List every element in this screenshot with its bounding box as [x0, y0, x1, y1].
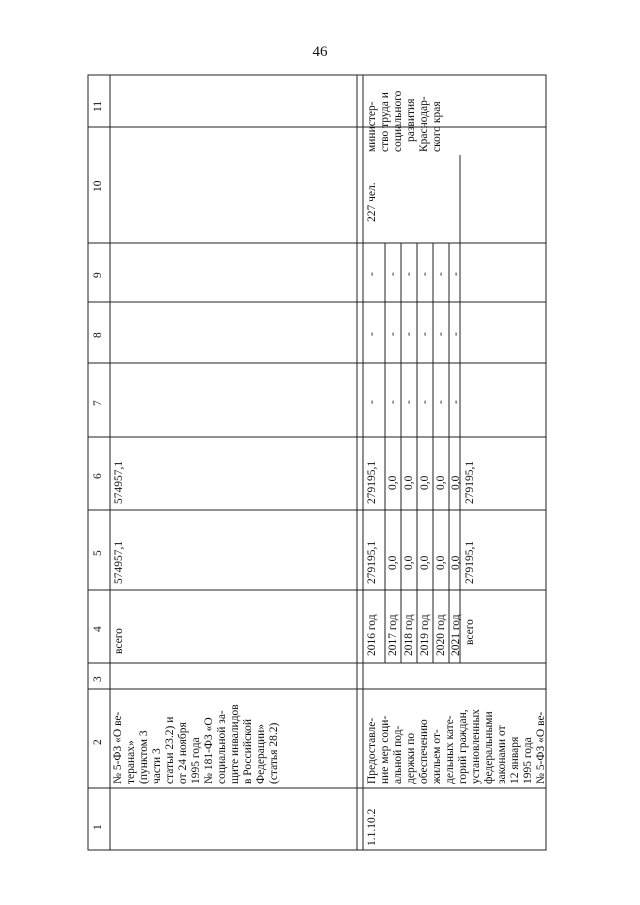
row2-c6-value: 279195,1 — [366, 460, 378, 504]
row2-c11-line: Краснодар- — [418, 96, 430, 152]
row2-c7-dash: - — [366, 400, 378, 404]
row1-c2-line: части 3 — [151, 748, 163, 784]
row1-c2-line: теранах» — [125, 740, 137, 784]
col-header-6: 6 — [92, 473, 104, 479]
row2-c2-line: горий граждан, — [457, 709, 469, 784]
row1-c2-line: социальной за- — [216, 710, 228, 784]
row2-c10-people: 227 чел. — [366, 182, 378, 222]
page-number: 46 — [312, 44, 328, 60]
row2-c2-line: альной под- — [392, 725, 404, 784]
row2-c2-line: № 5-ФЗ «О ве- — [535, 711, 547, 784]
row2-c11-line: ство труда и — [379, 92, 391, 152]
row2-c8-dash: - — [387, 332, 399, 336]
row2-c8-dash: - — [366, 332, 378, 336]
row1-c2-line: статьи 23.2) и — [164, 716, 176, 784]
row1-c2-line: Федерации» — [255, 723, 267, 784]
row2-c2-line: держки по — [405, 732, 417, 784]
row2-c2-line: жильем от- — [431, 729, 443, 784]
row2-c6-value: 279195,1 — [464, 460, 476, 504]
row1-c2-line: от 24 ноября — [177, 722, 189, 784]
row2-c5-value: 0,0 — [419, 555, 431, 570]
col-header-2: 2 — [92, 739, 104, 745]
row1-c5-value: 574957,1 — [113, 540, 125, 584]
row2-c9-dash: - — [366, 272, 378, 276]
row1-c2-line: щите инвалидов — [229, 704, 241, 784]
row1-c2-line: (статья 28.2) — [268, 722, 280, 784]
row2-year-2017: 2017 год — [387, 614, 399, 656]
row2-c1-code: 1.1.10.2 — [366, 808, 378, 846]
row2-c2-line: федеральными — [483, 711, 495, 784]
row2-year-2016: 2016 год — [366, 614, 378, 656]
row2-c8-dash: - — [419, 332, 431, 336]
row2-year-2021: 2021 год — [450, 614, 462, 656]
row1-c2-line: (пунктом 3 — [138, 730, 150, 784]
col-header-5: 5 — [92, 550, 104, 556]
row2-c6-value: 0,0 — [403, 475, 415, 490]
row2-c6-value: 0,0 — [435, 475, 447, 490]
row2-c11-line: социального — [392, 90, 404, 152]
row2-c2-line: Предоставле- — [366, 717, 378, 784]
row2-c2-line: 12 января — [509, 736, 521, 784]
row2-c9-dash: - — [403, 272, 415, 276]
row2-c9-dash: - — [387, 272, 399, 276]
row2-c9-dash: - — [419, 272, 431, 276]
row2-c9-dash: - — [435, 272, 447, 276]
row2-c5-value: 279195,1 — [366, 540, 378, 584]
row2-c2-line: обеспечению — [418, 719, 430, 784]
row2-c7-dash: - — [450, 400, 462, 404]
row2-c8-dash: - — [403, 332, 415, 336]
row2-c5-value: 0,0 — [387, 555, 399, 570]
row2-c8-dash: - — [435, 332, 447, 336]
row2-year-2019: 2019 год — [419, 614, 431, 656]
row2-c5-value: 0,0 — [435, 555, 447, 570]
row2-c6-value: 0,0 — [450, 475, 462, 490]
row2-c7-dash: - — [387, 400, 399, 404]
row2-c5-value: 279195,1 — [464, 540, 476, 584]
row2-c11-line: министер- — [366, 101, 378, 152]
row2-c2-line: законами от — [496, 725, 508, 784]
col-header-10: 10 — [92, 180, 104, 192]
col-header-7: 7 — [92, 400, 104, 406]
col-header-11: 11 — [92, 100, 104, 112]
row1-c2-line: № 5-ФЗ «О ве- — [112, 711, 124, 784]
row1-c2-line: № 181-ФЗ «О — [203, 717, 215, 784]
row2-c5-value: 0,0 — [450, 555, 462, 570]
row2-c8-dash: - — [450, 332, 462, 336]
col-header-9: 9 — [92, 272, 104, 278]
col-header-8: 8 — [92, 332, 104, 338]
row2-c6-value: 0,0 — [419, 475, 431, 490]
row2-c7-dash: - — [403, 400, 415, 404]
row2-c5-value: 0,0 — [403, 555, 415, 570]
row2-year-2020: 2020 год — [435, 614, 447, 656]
row2-c7-dash: - — [419, 400, 431, 404]
row2-c9-dash: - — [450, 272, 462, 276]
row1-c4-total-label: всего — [113, 628, 125, 654]
row2-c2-line: дельных кате- — [444, 715, 456, 784]
row2-c6-value: 0,0 — [387, 475, 399, 490]
row1-c2-line: 1995 года — [190, 737, 202, 784]
row2-c11-line: развития — [405, 98, 417, 142]
row1-c6-value: 574957,1 — [113, 460, 125, 504]
row2-year-total: всего — [464, 619, 476, 645]
col-header-3: 3 — [92, 676, 104, 682]
row2-c11-line: ского края — [431, 101, 443, 152]
row1-c2-line: в Российской — [242, 719, 254, 784]
col-header-1: 1 — [92, 824, 104, 830]
row2-c7-dash: - — [435, 400, 447, 404]
row2-c2-line: ние мер соци- — [379, 715, 391, 784]
row2-c2-line: 1995 года — [522, 737, 534, 784]
col-header-4: 4 — [92, 626, 104, 632]
row2-c2-line: установленных — [470, 709, 482, 784]
row2-year-2018: 2018 год — [403, 614, 415, 656]
